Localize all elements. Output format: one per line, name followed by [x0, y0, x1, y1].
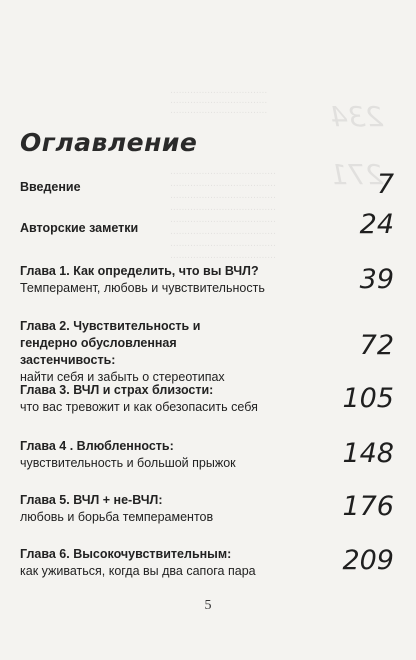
toc-entry-author-notes: [20, 209, 394, 240]
toc-entry-chapter-6: [20, 546, 394, 580]
toc-entry-page: 7: [376, 169, 394, 200]
toc-entry-heading: Введение: [20, 180, 81, 194]
toc-entry-page: 39: [359, 264, 394, 295]
toc-title: Оглавление: [20, 128, 198, 157]
toc-entry-page: 24: [359, 209, 394, 240]
toc-entry-heading: Авторские заметки: [20, 221, 139, 235]
toc-entry-page: 72: [359, 330, 394, 361]
toc-entry-subtitle: чувствительность и большой прыжок: [20, 456, 236, 470]
toc-entry-subtitle: Темперамент, любовь и чувствительность: [20, 281, 265, 295]
toc-entry-subtitle: любовь и борьба темпераментов: [20, 510, 214, 524]
toc-entry-chapter-3: [20, 382, 394, 416]
toc-entry-subtitle: найти себя и забыть о стереотипах: [20, 370, 225, 384]
toc-entry-chapter-2: [20, 318, 394, 386]
toc-entry-page: 105: [342, 383, 394, 414]
toc-entry-chapter-4: [20, 438, 394, 472]
toc-entry-heading: Глава 4 . Влюбленность:: [20, 439, 174, 453]
toc-entry-page: 148: [342, 438, 394, 469]
toc-entry-heading: Глава 6. Высокочувствительным:: [20, 547, 232, 561]
show-through-page-number: 271: [330, 158, 384, 191]
toc-entry-heading: Глава 2. Чувствительность и гендерно обусловленная застенчивость:: [20, 319, 201, 367]
toc-entry-page: 209: [342, 545, 394, 576]
toc-entry-subtitle: как уживаться, когда вы два сапога пара: [20, 564, 256, 578]
show-through-text: ..................................... ..................................... ..................................... ..................................... ..................................... ..................................... ..................................... .....................................: [170, 167, 276, 261]
toc-entry-heading: Глава 3. ВЧЛ и страх близости:: [20, 383, 214, 397]
show-through-page-number: 234: [330, 100, 384, 133]
show-through-text: .................................. .................................. ..................................: [170, 86, 268, 116]
toc-entry-chapter-5: [20, 492, 394, 526]
toc-entry-subtitle: что вас тревожит и как обезопасить себя: [20, 400, 258, 414]
toc-entry-heading: Глава 1. Как определить, что вы ВЧЛ?: [20, 264, 259, 278]
page-number: 5: [204, 598, 212, 613]
toc-entry-chapter-1: [20, 263, 394, 297]
toc-entry-page: 176: [342, 491, 394, 522]
toc-entry-heading: Глава 5. ВЧЛ + не-ВЧЛ:: [20, 493, 163, 507]
